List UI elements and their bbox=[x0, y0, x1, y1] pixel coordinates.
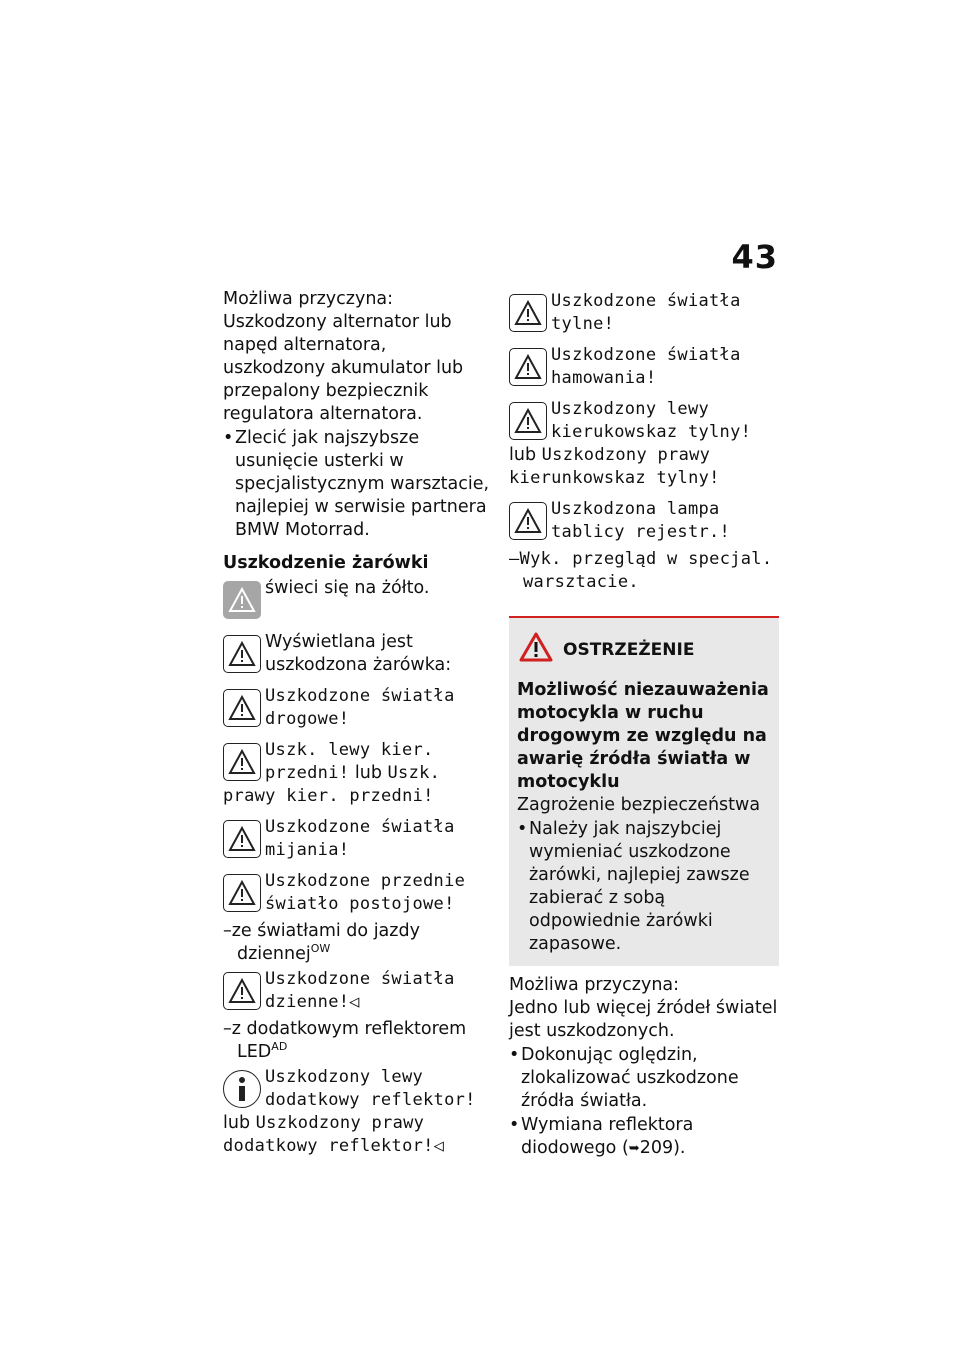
warning-triangle-icon bbox=[223, 972, 261, 1010]
variant-daytime-text: –ze światłami do jazdy dziennej bbox=[223, 921, 420, 964]
arrow-reference-icon: ➥ bbox=[628, 1141, 640, 1156]
shown-text: Wyświetlana jest uszkodzona żarówka: bbox=[265, 632, 452, 675]
left-column bbox=[223, 288, 493, 1158]
warning-triangle-icon bbox=[223, 874, 261, 912]
display-message: Uszkodzone światła drogowe! bbox=[265, 686, 455, 729]
warning-triangle-icon bbox=[517, 632, 563, 669]
warning-danger: Zagrożenie bezpieczeństwa bbox=[517, 795, 761, 815]
cause-text: Uszkodzony alternator lub napęd alternatora, uszkodzony akumulator lub przepalony bezpiecznik regulatora alternatora. bbox=[223, 312, 464, 424]
page-reference[interactable]: 209 bbox=[639, 1138, 674, 1158]
cause-text: Jedno lub więcej źródeł światel jest uszkodzonych. bbox=[509, 998, 778, 1041]
or-word: lub bbox=[509, 445, 537, 465]
msg-row-hamowania bbox=[509, 344, 779, 390]
msg-row-drogowe bbox=[223, 685, 493, 731]
display-message: Uszkodzone światła tylne! bbox=[551, 291, 741, 334]
warning-triangle-icon bbox=[509, 348, 547, 386]
msg-row-dodatkowy bbox=[223, 1066, 493, 1158]
warning-triangle-icon bbox=[223, 635, 261, 673]
display-message: Uszkodzone światła hamowania! bbox=[551, 345, 741, 388]
action-locate: • Dokonując oględzin, zlokalizować uszkodzone źródła światła. bbox=[509, 1044, 779, 1113]
warning-title-text: OSTRZEŻENIE bbox=[563, 640, 695, 660]
section-heading: Uszkodzenie żarówki bbox=[223, 553, 429, 573]
warning-triangle-icon bbox=[223, 743, 261, 781]
action-replace bbox=[509, 1114, 779, 1160]
right-column bbox=[509, 288, 779, 1160]
display-message-service: –Wyk. przegląd w specjal. warsztacie. bbox=[509, 549, 773, 592]
variant-daytime bbox=[223, 920, 493, 966]
msg-row-tablicy bbox=[509, 498, 779, 544]
display-message: Uszkodzone przednie światło postojowe! bbox=[265, 871, 466, 914]
yellow-text: świeci się na żółto. bbox=[265, 578, 430, 598]
warning-box bbox=[509, 616, 779, 966]
or-word: lub bbox=[223, 1113, 251, 1133]
display-message: Uszkodzona lampa tablicy rejestr.! bbox=[551, 499, 731, 542]
warning-heading: Możliwość niezauważenia motocykla w ruchu drogowym ze względu na awarię źródła światła w motocyklu bbox=[517, 680, 769, 792]
warning-triangle-icon bbox=[223, 581, 261, 619]
display-message: Uszkodzony lewy kierukowskaz tylny! bbox=[551, 399, 752, 442]
action-replace-text: Wymiana reflektora diodowego ( bbox=[521, 1115, 694, 1158]
msg-row-mijania bbox=[223, 816, 493, 862]
cause-action: • Zlecić jak najszybsze usunięcie usterki w specjalistycznym warsztacie, najlepiej w serwisie partnera BMW Motorrad. bbox=[223, 427, 493, 542]
display-message: Uszkodzone światła mijania! bbox=[265, 817, 455, 860]
msg-row-postojowe bbox=[223, 870, 493, 916]
display-message: Uszkodzony lewy dodatkowy reflektor! bbox=[265, 1067, 476, 1110]
warning-triangle-icon bbox=[509, 402, 547, 440]
msg-row-kier-tylny bbox=[509, 398, 779, 490]
cause-label: Możliwa przyczyna: bbox=[509, 975, 680, 995]
msg-row-kier-przedni bbox=[223, 739, 493, 808]
msg-row-dzienne bbox=[223, 968, 493, 1014]
option-code: OW bbox=[310, 942, 331, 956]
page-number: 43 bbox=[731, 238, 778, 276]
msg-row-tylne bbox=[509, 290, 779, 336]
display-message: Uszkodzony prawy kierunkowskaz tylny! bbox=[509, 445, 720, 488]
display-message: Uszk. lewy kier. przedni! bbox=[265, 740, 434, 783]
warning-triangle-icon bbox=[509, 502, 547, 540]
cause-label: Możliwa przyczyna: bbox=[223, 289, 394, 309]
yellow-warning-row bbox=[223, 577, 493, 623]
warning-triangle-icon bbox=[223, 689, 261, 727]
display-message: Uszk. prawy kier. przedni! bbox=[223, 763, 441, 806]
display-message: Uszkodzony prawy dodatkowy reflektor!◁ bbox=[223, 1113, 445, 1156]
display-message: Uszkodzone światła dzienne!◁ bbox=[265, 969, 455, 1012]
warning-action: • Należy jak najszybciej wymieniać uszkodzone żarówki, najlepiej zawsze zabierać z sobą odpowiednie żarówki zapasowe. bbox=[517, 818, 771, 956]
action-replace-end: ). bbox=[673, 1138, 686, 1158]
warning-triangle-icon bbox=[509, 294, 547, 332]
or-word: lub bbox=[354, 763, 382, 783]
option-code: AD bbox=[271, 1040, 288, 1054]
variant-led-text: –z dodatkowym reflektorem LED bbox=[223, 1019, 467, 1062]
warning-title bbox=[517, 632, 771, 669]
variant-led bbox=[223, 1018, 493, 1064]
info-icon bbox=[223, 1070, 261, 1108]
warning-triangle-icon bbox=[223, 820, 261, 858]
shown-bulb-row bbox=[223, 631, 493, 677]
